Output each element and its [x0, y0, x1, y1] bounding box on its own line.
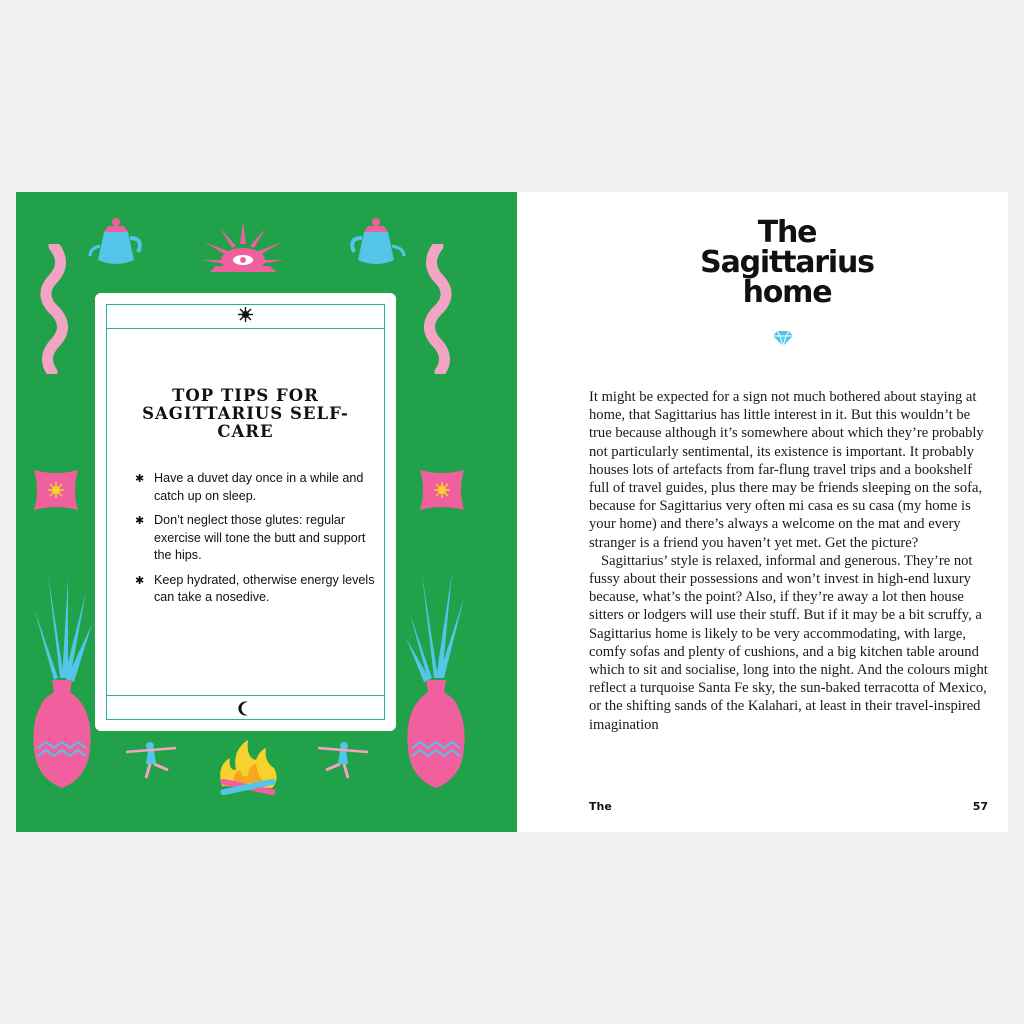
- left-page-illustration: [16, 192, 517, 832]
- cushion-icon: [418, 468, 466, 512]
- wavy-ribbon-icon: [34, 244, 74, 374]
- list-item: [135, 470, 375, 505]
- tips-list: [135, 470, 375, 614]
- asterisk-bullet-icon: ✱: [135, 515, 145, 527]
- list-item: [135, 512, 375, 565]
- right-page-text: [517, 192, 1008, 832]
- running-footer: The: [589, 800, 612, 813]
- paragraph: It might be expected for a sign not much bothered about staying at home, that Sagittarius has little interest in it. But this wouldn’t be true because although it’s somewhere about which they’re probably not particularly sentimental, its existence is important. It probably houses lots of artefacts from far-flung travel trips and a bookshelf full of travel guides, plus there may be friends sleeping on the sofa, because for Sagittarius very often mi casa es su casa (my home is your home) and there’s always a welcome on the mat and every stranger is a friend you haven’t yet met. Get the picture?: [589, 389, 984, 551]
- teapot-icon: [88, 212, 150, 270]
- card-rule-top: [106, 328, 385, 329]
- asterisk-bullet-icon: ✱: [135, 574, 145, 587]
- page-number: 57: [972, 800, 988, 813]
- card-rule-bottom: [106, 695, 385, 696]
- diamond-icon: [773, 330, 793, 346]
- tip-text: Don’t neglect those glutes: regular exercise will tone the butt and support the hips.: [154, 513, 366, 562]
- book-spread: [16, 192, 1008, 832]
- page-title: [627, 215, 947, 310]
- title-line: The: [757, 215, 817, 250]
- campfire-icon: [212, 736, 284, 800]
- crescent-moon-icon: [238, 701, 253, 716]
- list-item: [135, 572, 375, 607]
- yoga-figure-icon: [316, 740, 370, 780]
- wavy-ribbon-icon: [418, 244, 458, 374]
- tips-title: TOP TIPS FOR SAGITTARIUS SELF-CARE: [142, 386, 349, 441]
- tip-text: Have a duvet day once in a while and catch up on sleep.: [154, 471, 364, 503]
- title-line: Sagittarius: [700, 245, 874, 280]
- tips-card: [95, 293, 396, 731]
- sun-icon: [238, 307, 253, 322]
- cushion-icon: [32, 468, 80, 512]
- body-text: [589, 388, 989, 734]
- eye-sunburst-icon: [200, 220, 286, 278]
- tip-text: Keep hydrated, otherwise energy levels can take a nosedive.: [154, 572, 375, 604]
- vase-plant-icon: [404, 568, 470, 792]
- vase-plant-icon: [30, 568, 96, 792]
- asterisk-bullet-icon: ✱: [135, 473, 145, 485]
- yoga-figure-icon: [124, 740, 178, 780]
- paragraph: Sagittarius’ style is relaxed, informal and generous. They’re not fussy about their possessions and won’t invest in high-end luxury because, what’s the point? Also, if they’re away a lot then house sitters or lodgers will use their stuff. But if it may be a bit scruffy, a Sagittarius home is likely to be very accommodating, with large, comfy sofas and plenty of cushions, and a big kitchen table around which to sit and socialise, long into the night. And the colours might reflect a turquoise Santa Fe sky, the sun-baked terracotta of Mexico, or the shifting sands of the Kalahari, at least in their travel-inspired imagination: [589, 552, 988, 733]
- title-line: home: [742, 275, 832, 310]
- teapot-icon: [346, 212, 408, 270]
